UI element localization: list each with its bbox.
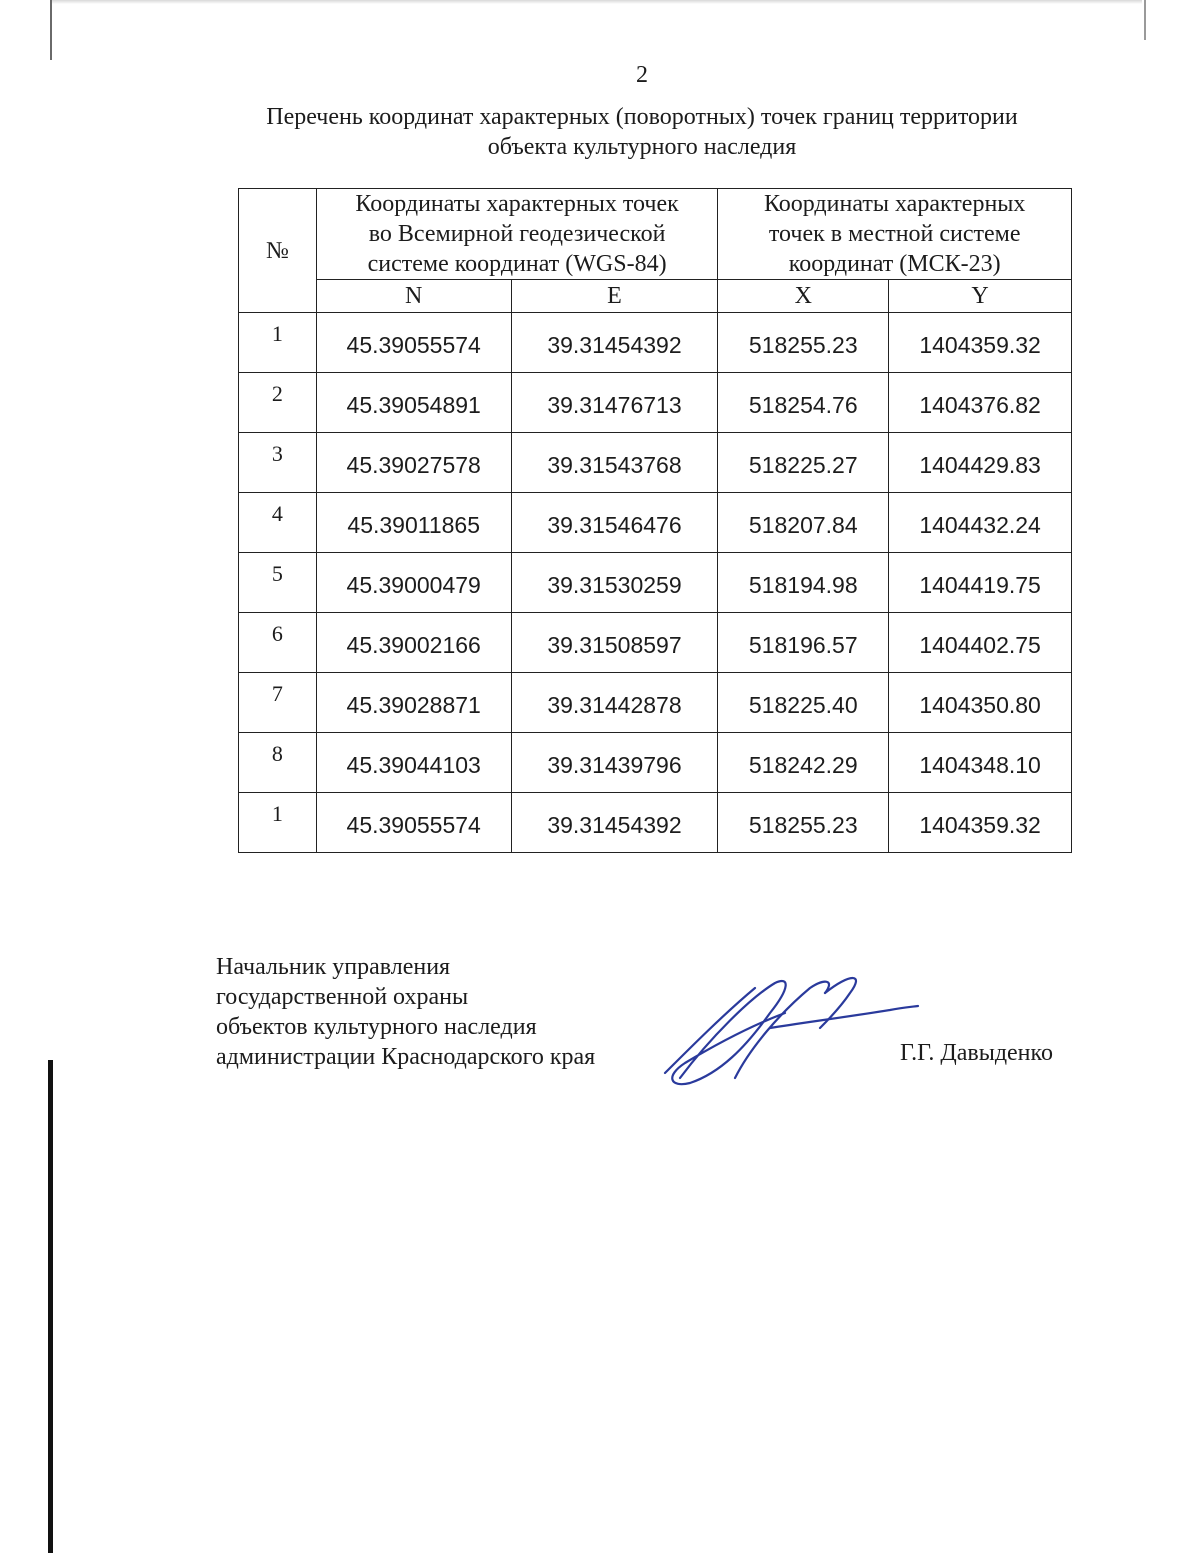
cell-point-number: 4 [239, 493, 317, 553]
cell-x: 518242.29 [718, 733, 889, 793]
table-row [239, 433, 1072, 493]
cell-e: 39.31454392 [511, 313, 718, 373]
cell-point-number: 7 [239, 673, 317, 733]
cell-y: 1404376.82 [889, 373, 1072, 433]
cell-e: 39.31530259 [511, 553, 718, 613]
coordinates-table [238, 188, 1072, 853]
header-msk23 [718, 189, 1072, 280]
cell-y: 1404402.75 [889, 613, 1072, 673]
page-number: 2 [636, 62, 648, 88]
cell-point-number: 3 [239, 433, 317, 493]
header-wgs84-line-2: во Всемирной геодезической [368, 221, 666, 247]
table-row [239, 493, 1072, 553]
cell-y: 1404419.75 [889, 553, 1072, 613]
cell-x: 518255.23 [718, 313, 889, 373]
scan-edge-right [1144, 0, 1146, 40]
header-msk23-line-2: точек в местной системе [768, 221, 1021, 247]
cell-n: 45.39011865 [316, 493, 511, 553]
table-row [239, 373, 1072, 433]
cell-e: 39.31476713 [511, 373, 718, 433]
cell-point-number: 5 [239, 553, 317, 613]
cell-x: 518207.84 [718, 493, 889, 553]
cell-point-number: 1 [239, 793, 317, 853]
cell-x: 518255.23 [718, 793, 889, 853]
cell-y: 1404350.80 [889, 673, 1072, 733]
signer-position [216, 952, 595, 1072]
cell-n: 45.39028871 [316, 673, 511, 733]
header-n: N [316, 280, 511, 313]
table-row [239, 673, 1072, 733]
cell-x: 518225.27 [718, 433, 889, 493]
header-number: № [239, 189, 317, 313]
cell-point-number: 8 [239, 733, 317, 793]
header-wgs84-line-1: Координаты характерных точек [355, 191, 679, 217]
signer-name: Г.Г. Давыденко [900, 1040, 1053, 1066]
header-x: X [718, 280, 889, 313]
cell-e: 39.31543768 [511, 433, 718, 493]
document-title-line-1: Перечень координат характерных (поворотных) точек границ территории [266, 104, 1018, 130]
scan-edge-left [48, 1060, 53, 1553]
signer-position-line-3: объектов культурного наследия [216, 1014, 537, 1040]
table-row [239, 553, 1072, 613]
document-title-line-2: объекта культурного наследия [487, 134, 797, 160]
cell-y: 1404359.32 [889, 793, 1072, 853]
cell-e: 39.31508597 [511, 613, 718, 673]
cell-n: 45.39027578 [316, 433, 511, 493]
cell-x: 518254.76 [718, 373, 889, 433]
header-wgs84-line-3: системе координат (WGS-84) [367, 251, 667, 277]
cell-n: 45.39055574 [316, 793, 511, 853]
header-wgs84 [316, 189, 718, 280]
header-y: Y [889, 280, 1072, 313]
scan-edge-left-top [50, 0, 52, 60]
handwritten-signature [650, 968, 920, 1098]
document-title [212, 102, 1072, 162]
cell-e: 39.31546476 [511, 493, 718, 553]
table-subheader-row [239, 280, 1072, 313]
cell-y: 1404432.24 [889, 493, 1072, 553]
header-msk23-line-3: координат (МСК-23) [788, 251, 1001, 277]
cell-y: 1404348.10 [889, 733, 1072, 793]
table-row [239, 793, 1072, 853]
header-msk23-line-1: Координаты характерных [763, 191, 1026, 217]
header-e: E [511, 280, 718, 313]
signer-position-line-2: государственной охраны [216, 984, 469, 1010]
table-row [239, 313, 1072, 373]
cell-n: 45.39002166 [316, 613, 511, 673]
cell-e: 39.31439796 [511, 733, 718, 793]
cell-n: 45.39000479 [316, 553, 511, 613]
cell-x: 518194.98 [718, 553, 889, 613]
scan-edge-top [52, 0, 1142, 4]
cell-y: 1404359.32 [889, 313, 1072, 373]
cell-point-number: 1 [239, 313, 317, 373]
cell-e: 39.31454392 [511, 793, 718, 853]
cell-x: 518225.40 [718, 673, 889, 733]
cell-n: 45.39054891 [316, 373, 511, 433]
table-header-row [239, 189, 1072, 280]
cell-point-number: 6 [239, 613, 317, 673]
cell-e: 39.31442878 [511, 673, 718, 733]
signer-position-line-4: администрации Краснодарского края [216, 1044, 596, 1070]
table-row [239, 613, 1072, 673]
cell-n: 45.39044103 [316, 733, 511, 793]
cell-x: 518196.57 [718, 613, 889, 673]
cell-n: 45.39055574 [316, 313, 511, 373]
cell-y: 1404429.83 [889, 433, 1072, 493]
table-row [239, 733, 1072, 793]
cell-point-number: 2 [239, 373, 317, 433]
signer-position-line-1: Начальник управления [216, 954, 451, 980]
